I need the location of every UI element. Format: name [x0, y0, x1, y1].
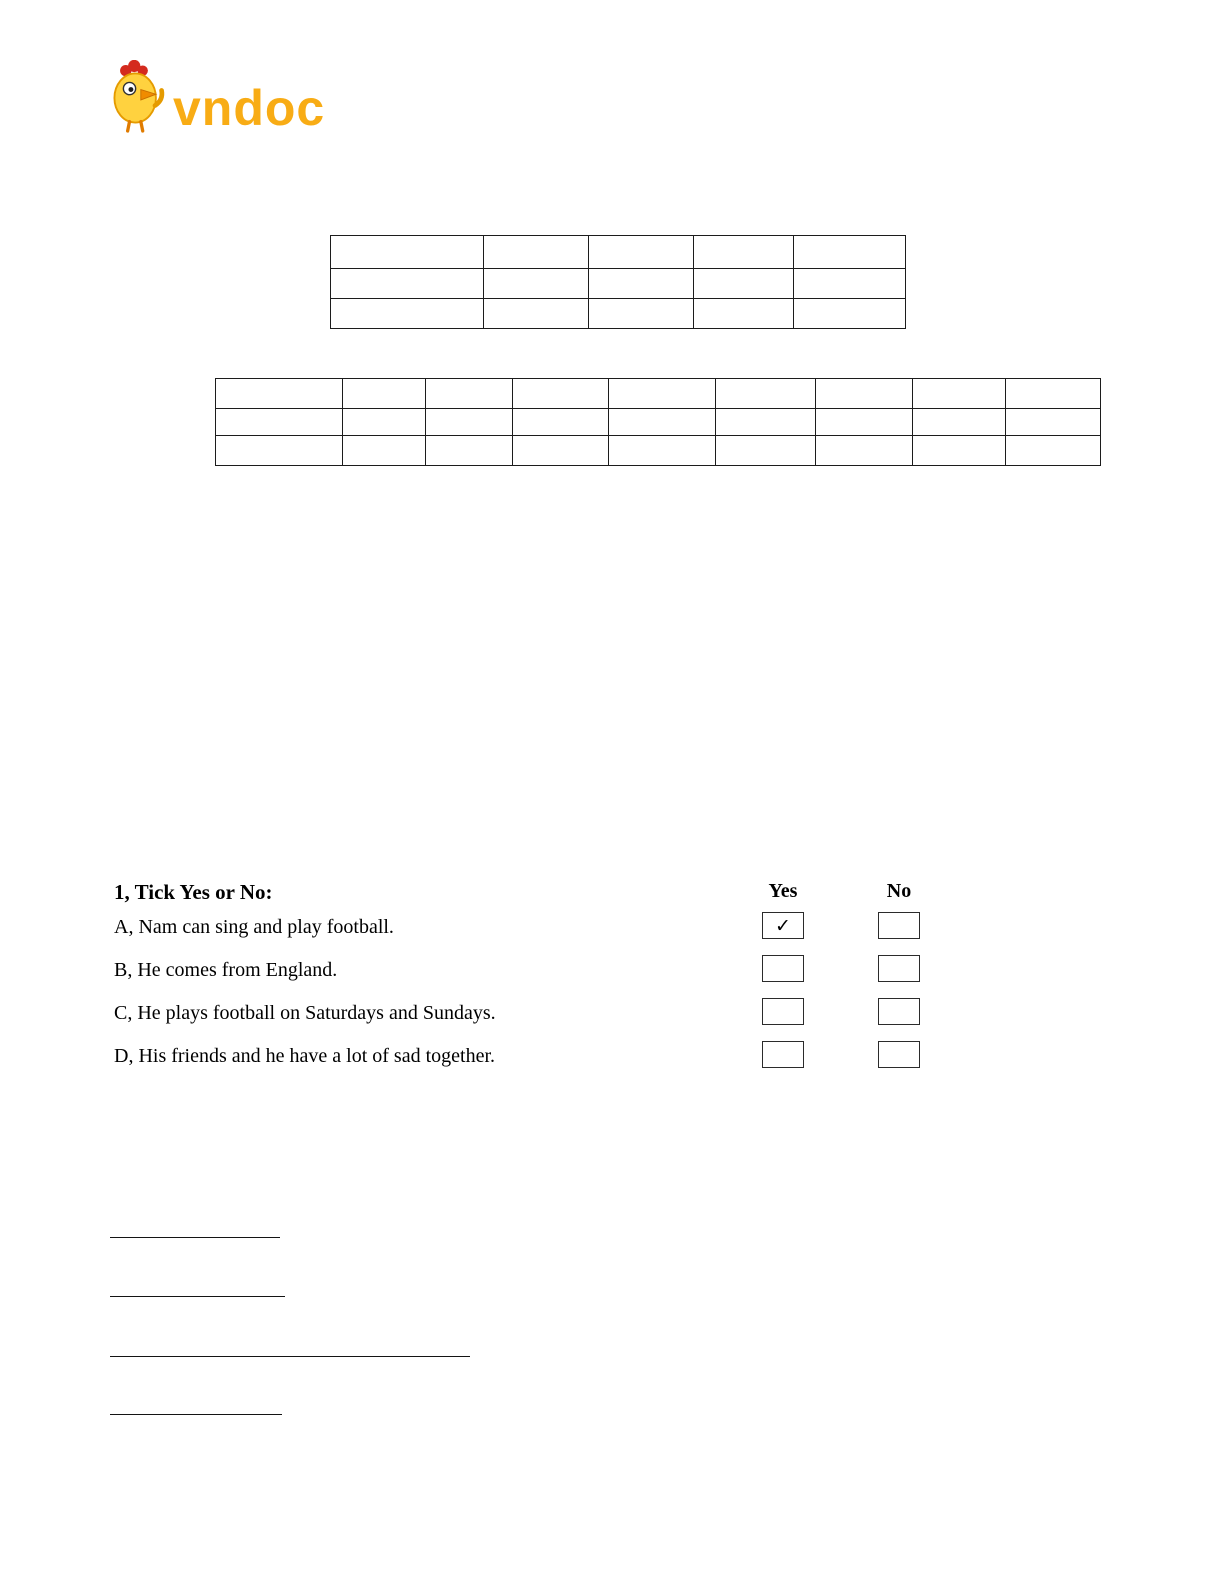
- checkmark-icon: ✓: [775, 914, 791, 937]
- table-cell: [913, 436, 1006, 466]
- no-checkbox-b[interactable]: [878, 955, 920, 982]
- table-row: [216, 409, 1101, 436]
- table-cell: [816, 409, 913, 436]
- table-cell: [426, 409, 513, 436]
- table-row: [216, 436, 1101, 466]
- table-cell: [216, 379, 343, 409]
- empty-grid-table: [215, 378, 1101, 466]
- table-cell: [694, 299, 794, 329]
- quiz-title: 1, Tick Yes or No:: [114, 880, 273, 904]
- quiz-row-b: [110, 955, 990, 987]
- quiz-row-d: [110, 1041, 990, 1073]
- table-row: [216, 379, 1101, 409]
- table-cell: [216, 409, 343, 436]
- yes-checkbox-a[interactable]: [762, 912, 804, 939]
- no-column-header: No: [886, 880, 912, 902]
- quiz-item-text: B, He comes from England.: [114, 959, 338, 981]
- table-cell: [426, 379, 513, 409]
- table-cell: [913, 409, 1006, 436]
- no-checkbox-a[interactable]: [878, 912, 920, 939]
- yes-column-header: Yes: [768, 880, 798, 902]
- table-row: [331, 299, 906, 329]
- table-cell: [1006, 409, 1101, 436]
- table-cell: [794, 236, 906, 269]
- table-cell: [331, 299, 484, 329]
- empty-grid-table: [330, 235, 906, 329]
- chicken-mascot-icon: [105, 60, 171, 141]
- table-cell: [816, 379, 913, 409]
- table-cell: [609, 379, 716, 409]
- answer-blank: [110, 1414, 282, 1415]
- no-checkbox-d[interactable]: [878, 1041, 920, 1068]
- table-cell: [794, 269, 906, 299]
- table-cell: [513, 409, 609, 436]
- table-cell: [589, 269, 694, 299]
- table-cell: [694, 236, 794, 269]
- table-cell: [816, 436, 913, 466]
- table-cell: [216, 436, 343, 466]
- worksheet-table-1: [330, 235, 906, 329]
- table-cell: [484, 236, 589, 269]
- table-cell: [609, 409, 716, 436]
- logo-wordmark: vndoc: [173, 79, 326, 136]
- table-cell: [484, 299, 589, 329]
- table-row: [331, 236, 906, 269]
- table-cell: [426, 436, 513, 466]
- table-cell: [794, 299, 906, 329]
- table-cell: [589, 236, 694, 269]
- table-cell: [694, 269, 794, 299]
- table-row: [331, 269, 906, 299]
- quiz-item-text: D, His friends and he have a lot of sad together.: [114, 1045, 496, 1067]
- yes-checkbox-c[interactable]: [762, 998, 804, 1025]
- table-cell: [513, 436, 609, 466]
- table-cell: [484, 269, 589, 299]
- table-cell: [343, 436, 426, 466]
- quiz-item-text: A, Nam can sing and play football.: [114, 916, 394, 938]
- table-cell: [343, 409, 426, 436]
- table-cell: [589, 299, 694, 329]
- table-cell: [1006, 379, 1101, 409]
- yes-checkbox-b[interactable]: [762, 955, 804, 982]
- answer-blank: [110, 1237, 280, 1238]
- table-cell: [716, 379, 816, 409]
- table-cell: [331, 269, 484, 299]
- table-cell: [513, 379, 609, 409]
- table-cell: [331, 236, 484, 269]
- worksheet-table-2: [215, 378, 1101, 466]
- answer-blank: [110, 1296, 285, 1297]
- vndoc-logo: [105, 60, 325, 141]
- table-cell: [1006, 436, 1101, 466]
- table-cell: [343, 379, 426, 409]
- answer-blank: [110, 1356, 470, 1357]
- yes-checkbox-d[interactable]: [762, 1041, 804, 1068]
- quiz-row-a: [110, 912, 990, 944]
- table-cell: [913, 379, 1006, 409]
- quiz-row-c: [110, 998, 990, 1030]
- quiz-item-text: C, He plays football on Saturdays and Sundays.: [114, 1002, 496, 1024]
- table-cell: [716, 436, 816, 466]
- table-cell: [716, 409, 816, 436]
- table-cell: [609, 436, 716, 466]
- no-checkbox-c[interactable]: [878, 998, 920, 1025]
